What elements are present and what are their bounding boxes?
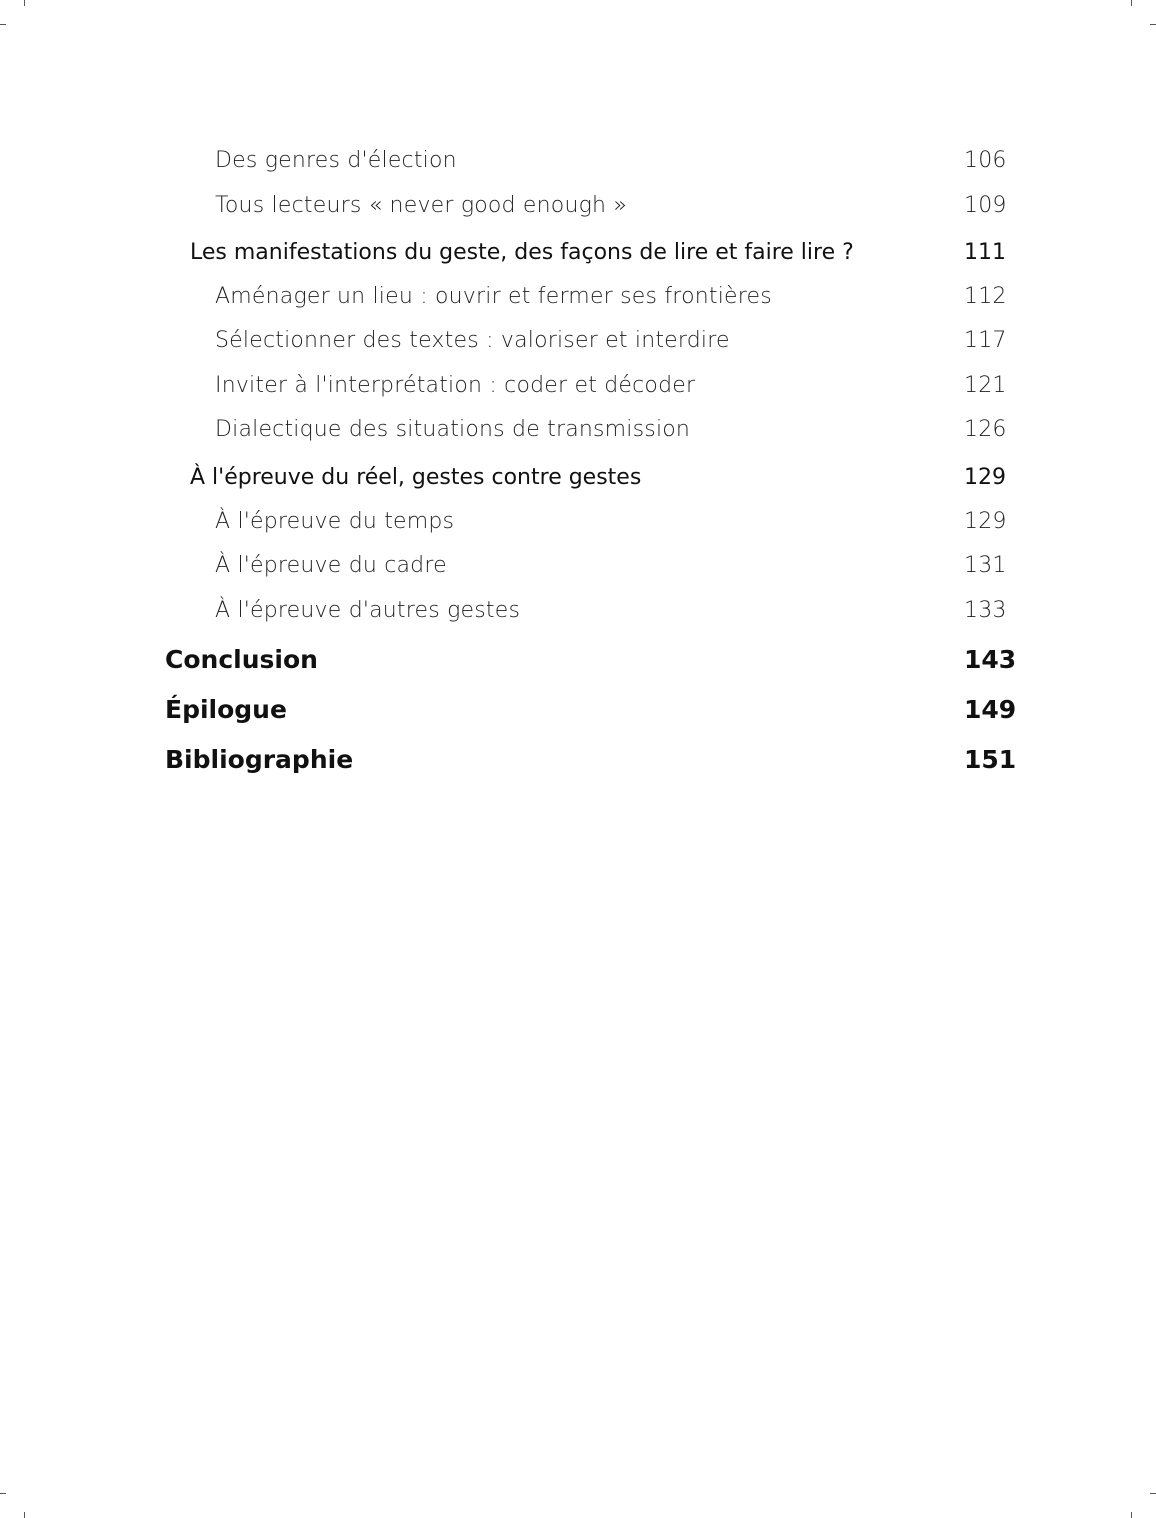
toc-entry-title: À l'épreuve du réel, gestes contre gestes xyxy=(190,465,642,490)
toc-entry-page: 149 xyxy=(964,695,1017,724)
toc-entry-title: Tous lecteurs « never good enough » xyxy=(215,193,627,218)
toc-entry[interactable] xyxy=(0,548,1156,584)
toc-entry-page: 121 xyxy=(964,373,1007,398)
toc-entry-title: Les manifestations du geste, des façons de lire et faire lire ? xyxy=(190,240,854,265)
toc-entry[interactable] xyxy=(0,412,1156,448)
toc-entry-page: 151 xyxy=(964,745,1017,774)
toc-entry-title: Conclusion xyxy=(165,645,318,674)
toc-entry-page: 126 xyxy=(964,417,1007,442)
toc-entry-page: 111 xyxy=(964,240,1006,265)
toc-entry-page: 131 xyxy=(964,553,1007,578)
toc-entry-page: 117 xyxy=(964,328,1007,353)
toc-entry-title: Des genres d'élection xyxy=(215,148,457,173)
toc-entry-page: 106 xyxy=(964,148,1007,173)
toc-entry-page: 112 xyxy=(964,284,1007,309)
toc-entry-page: 129 xyxy=(964,465,1006,490)
toc-entry-title: Sélectionner des textes : valoriser et interdire xyxy=(215,328,730,353)
toc-entry[interactable] xyxy=(0,460,1156,496)
toc-entry-title: Inviter à l'interprétation : coder et décoder xyxy=(215,373,696,398)
toc-entry[interactable] xyxy=(0,593,1156,629)
toc-entry[interactable] xyxy=(0,279,1156,315)
toc-entry-title: Dialectique des situations de transmission xyxy=(215,417,691,442)
toc-entry-title: À l'épreuve du cadre xyxy=(215,553,447,578)
toc-entry[interactable] xyxy=(0,323,1156,359)
toc-entry[interactable] xyxy=(0,642,1156,678)
toc-entry-page: 109 xyxy=(964,193,1007,218)
toc-entry-title: À l'épreuve d'autres gestes xyxy=(215,598,521,623)
toc-entry[interactable] xyxy=(0,742,1156,778)
toc-entry[interactable] xyxy=(0,235,1156,271)
toc-entry[interactable] xyxy=(0,692,1156,728)
toc-entry-page: 143 xyxy=(964,645,1017,674)
toc-entry-title: Aménager un lieu : ouvrir et fermer ses frontières xyxy=(215,284,772,309)
toc-entry-title: Épilogue xyxy=(165,695,287,724)
toc-entry[interactable] xyxy=(0,188,1156,224)
toc-entry[interactable] xyxy=(0,368,1156,404)
toc-entry-page: 133 xyxy=(964,598,1007,623)
toc-entry-title: À l'épreuve du temps xyxy=(215,509,455,534)
toc-entry-title: Bibliographie xyxy=(165,745,354,774)
toc-entry[interactable] xyxy=(0,143,1156,179)
toc-entry[interactable] xyxy=(0,504,1156,540)
toc-entry-page: 129 xyxy=(964,509,1007,534)
